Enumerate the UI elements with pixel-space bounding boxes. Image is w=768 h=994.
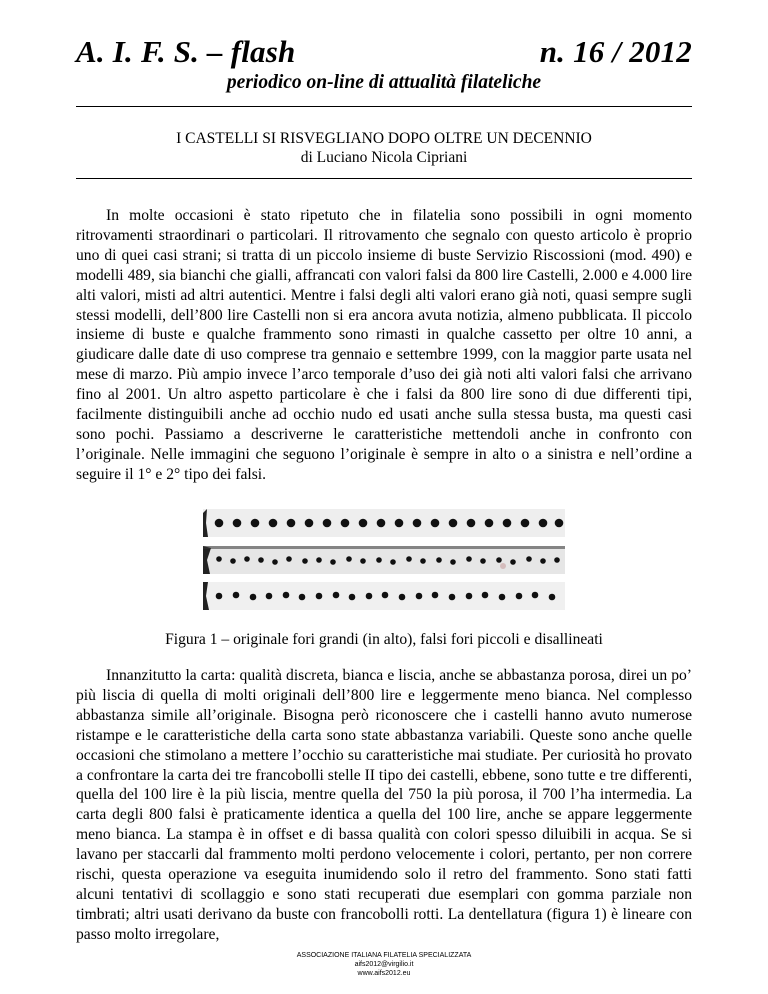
- publication-name: A. I. F. S. – flash: [76, 34, 296, 69]
- perforation-strip-fake-type-1: [203, 546, 565, 574]
- footer-website: www.aifs2012.eu: [357, 970, 411, 977]
- figure-caption: Figura 1 – originale fori grandi (in alto), falsi fori piccoli e disallineati: [165, 631, 603, 648]
- holes-small-misaligned: [216, 556, 560, 565]
- article-heading: [0, 129, 768, 167]
- page-footer: [0, 951, 768, 978]
- holes-large: [215, 519, 564, 528]
- footer-organization: ASSOCIAZIONE ITALIANA FILATELIA SPECIALIZZATA: [296, 952, 472, 959]
- masthead: [76, 34, 692, 70]
- paragraph-1-text: In molte occasioni è stato ripetuto che in filatelia sono possibili in ogni momento ritrovamenti straordinari o particolari. Il ritrovamento che segnalo con questo articolo è proprio uno di quei casi strani; si tratta di un piccolo insieme di buste Servizio Riscossioni (mod. 490) e modelli 489, sia bianchi che gialli, affrancati con valori falsi da 800 lire Castelli, 2.000 e 4.000 lire alti valori, misti ad altri autentici. Mentre i falsi degli alti valori erano già noti, quasi sempre sugli stessi modelli, dell’800 lire Castelli non si era ancora avuta notizia, almeno pubblicata. Il piccolo insieme di buste e qualche frammento sono rimasti in qualche cassetto per oltre 10 anni, a giudicare dalle date di uso comprese tra gennaio e settembre 1999, con la maggior parte usata nel mese di marzo. Più ampio invece l’arco temporale d’uso dei già noti alti valori falsi che arrivano fino al 2001. Un altro aspetto particolare è che i falsi da 800 lire sono di due differenti tipi, facilmente distinguibili anche ad occhio nudo ed usati anche sulla stessa busta, ma questi casi sono pochi. Passiamo a descriverne le caratteristiche mettendoli anche in confronto con l’originale. Nelle immagini che seguono l’originale è sempre in alto o a sinistra e nell’ordine a seguire il 1° e 2° tipo dei falsi.: [76, 207, 692, 483]
- title-divider: [76, 178, 692, 179]
- figure-perforation-strips: [203, 506, 565, 614]
- article-title: I CASTELLI SI RISVEGLIANO DOPO OLTRE UN DECENNIO: [176, 130, 592, 147]
- header-divider: [76, 106, 692, 107]
- strip-original-holes: [203, 509, 565, 537]
- paragraph-2-text: Innanzitutto la carta: qualità discreta, bianca e liscia, anche se abbastanza porosa, direi un po’ più liscia di quella di molti originali dell’800 lire e leggermente meno bianca. Nel complesso abbastanza simile all’originale. Bisogna però riconoscere che i castelli hanno avuto numerose ristampe e le caratteristiche della carta sono state abbastanza variabili. Queste sono anche quelle occasioni che stimolano a mettere l’occhio su caratteristiche mai studiate. Per curiosità ho provato a confrontare la carta dei tre francobolli stelle II tipo dei castelli, ebbene, sono tutte e tre differenti, quella del 100 lire è la più liscia, mentre quella del 750 la più porosa, il 700 l’ha intermedia. La carta degli 800 falsi è praticamente identica a quella del 100 lire, anche se appare leggermente meno bianca. La stampa è in offset e di bassa qualità con colori spesso diluibili in acqua. Se si lavano per staccarli dal frammento molti perdono velocemente i colori, pertanto, per non correre rischi, questa operazione va eseguita inumidendo solo il retro del frammento. Sono stati fatti alcuni tentativi di scollaggio e sono stati recuperati due esemplari con gomma parziale non timbrati; altri usati derivano da buste con francobolli rotti. La dentellatura (figura 1) è lineare con passo molto irregolare,: [76, 667, 692, 943]
- publication-subtitle: periodico on-line di attualità filateliche: [226, 72, 542, 93]
- perforation-strip-fake-type-2: [203, 582, 565, 610]
- holes-small-irregular: [216, 592, 556, 601]
- issue-number: n. 16 / 2012: [539, 34, 692, 69]
- footer-email: aifs2012@virgilio.it: [354, 961, 414, 968]
- strip-fake1-holes: [203, 546, 565, 574]
- strip-fake2-holes: [203, 582, 565, 610]
- perforation-strip-original: [203, 509, 565, 537]
- article-byline: di Luciano Nicola Cipriani: [300, 149, 468, 166]
- paragraph-1: [76, 206, 692, 485]
- paragraph-2: [76, 666, 692, 945]
